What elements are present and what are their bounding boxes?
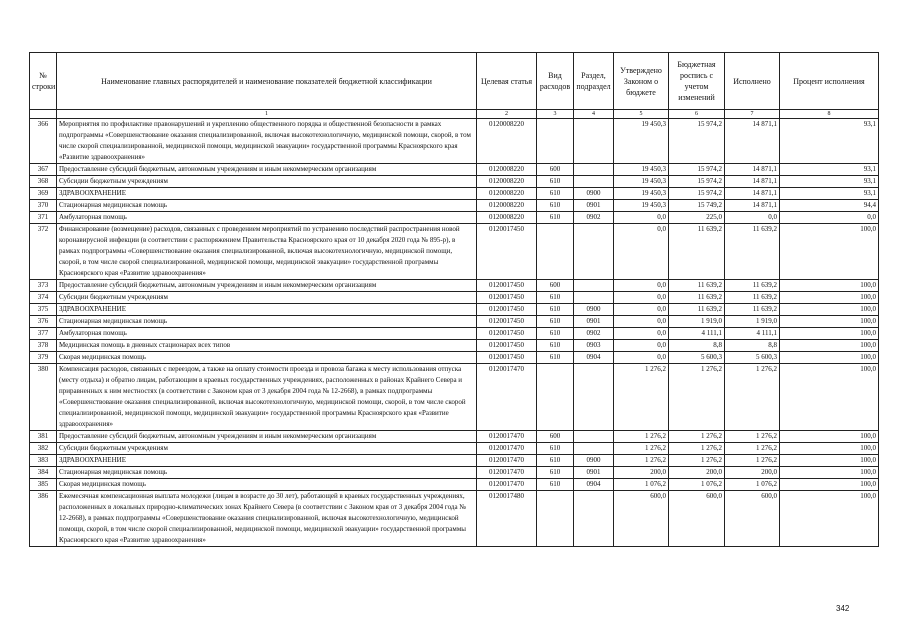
row-percent: 100,0: [780, 467, 879, 479]
row-executed: 1 276,2: [725, 443, 780, 455]
row-number: 366: [30, 119, 57, 164]
row-section: 0900: [574, 304, 614, 316]
row-budget: 15 974,2: [669, 188, 725, 200]
row-number: 367: [30, 164, 57, 176]
row-executed: 11 639,2: [725, 224, 780, 280]
row-name: Амбулаторная помощь: [57, 212, 477, 224]
table-row: [30, 176, 879, 188]
row-kind: 600: [537, 280, 574, 292]
table-row: [30, 328, 879, 340]
row-name: Скорая медицинская помощь: [57, 479, 477, 491]
row-kind: 610: [537, 188, 574, 200]
row-kind: 600: [537, 431, 574, 443]
row-target: 0120017450: [477, 224, 537, 280]
row-budget: 5 600,3: [669, 352, 725, 364]
header-executed: Исполнено: [725, 53, 780, 110]
table-row: [30, 431, 879, 443]
row-number: 371: [30, 212, 57, 224]
row-number: 377: [30, 328, 57, 340]
row-section: [574, 491, 614, 547]
row-target: 0120017450: [477, 304, 537, 316]
row-target: 0120017480: [477, 491, 537, 547]
row-section: [574, 443, 614, 455]
row-approved: 1 276,2: [614, 443, 669, 455]
table-row: [30, 119, 879, 164]
row-section: 0901: [574, 316, 614, 328]
row-kind: [537, 119, 574, 164]
row-number: 380: [30, 364, 57, 431]
table-row: [30, 479, 879, 491]
row-budget: 15 974,2: [669, 164, 725, 176]
row-approved: 0,0: [614, 352, 669, 364]
row-target: 0120008220: [477, 119, 537, 164]
row-number: 375: [30, 304, 57, 316]
row-target: 0120017470: [477, 431, 537, 443]
row-approved: 0,0: [614, 328, 669, 340]
row-executed: 1 276,2: [725, 431, 780, 443]
row-section: 0902: [574, 212, 614, 224]
row-section: 0904: [574, 352, 614, 364]
row-kind: 610: [537, 443, 574, 455]
col-number: 8: [780, 110, 879, 119]
header-budget: Бюджетная роспись с учетом изменений: [669, 53, 725, 110]
row-target: 0120017470: [477, 467, 537, 479]
table-row: [30, 292, 879, 304]
row-number: 381: [30, 431, 57, 443]
col-number: [30, 110, 57, 119]
row-section: [574, 280, 614, 292]
row-kind: 610: [537, 328, 574, 340]
row-percent: 100,0: [780, 292, 879, 304]
table-row: [30, 364, 879, 431]
row-budget: 15 974,2: [669, 176, 725, 188]
row-number: 372: [30, 224, 57, 280]
row-percent: 100,0: [780, 479, 879, 491]
row-number: 368: [30, 176, 57, 188]
row-section: 0904: [574, 479, 614, 491]
row-budget: 1 276,2: [669, 364, 725, 431]
row-target: 0120008220: [477, 188, 537, 200]
table-row: [30, 224, 879, 280]
row-approved: 0,0: [614, 212, 669, 224]
row-percent: 0,0: [780, 212, 879, 224]
row-budget: 1 276,2: [669, 455, 725, 467]
row-name: Медицинская помощь в дневных стационарах всех типов: [57, 340, 477, 352]
col-number: 4: [574, 110, 614, 119]
row-name: Стационарная медицинская помощь: [57, 316, 477, 328]
row-budget: 600,0: [669, 491, 725, 547]
row-number: 384: [30, 467, 57, 479]
row-budget: 11 639,2: [669, 304, 725, 316]
budget-execution-table: [29, 52, 879, 547]
col-number: 1: [57, 110, 477, 119]
row-budget: 1 076,2: [669, 479, 725, 491]
col-number: 6: [669, 110, 725, 119]
row-approved: 1 276,2: [614, 364, 669, 431]
row-target: 0120017450: [477, 352, 537, 364]
row-kind: 610: [537, 340, 574, 352]
table-row: [30, 188, 879, 200]
header-percent: Процент исполнения: [780, 53, 879, 110]
row-budget: 1 276,2: [669, 431, 725, 443]
row-kind: 610: [537, 467, 574, 479]
row-name: Стационарная медицинская помощь: [57, 467, 477, 479]
table-row: [30, 212, 879, 224]
row-percent: 100,0: [780, 491, 879, 547]
row-budget: 11 639,2: [669, 280, 725, 292]
row-executed: 1 076,2: [725, 479, 780, 491]
row-number: 382: [30, 443, 57, 455]
table-row: [30, 455, 879, 467]
row-executed: 11 639,2: [725, 304, 780, 316]
row-budget: 1 919,0: [669, 316, 725, 328]
row-budget: 4 111,1: [669, 328, 725, 340]
row-approved: 1 076,2: [614, 479, 669, 491]
row-percent: 100,0: [780, 316, 879, 328]
row-section: 0901: [574, 467, 614, 479]
row-target: 0120017450: [477, 292, 537, 304]
row-budget: 11 639,2: [669, 224, 725, 280]
row-approved: 0,0: [614, 340, 669, 352]
header-approved: Утверждено Законом о бюджете: [614, 53, 669, 110]
row-percent: 93,1: [780, 164, 879, 176]
header-target: Целевая статья: [477, 53, 537, 110]
row-kind: [537, 364, 574, 431]
row-executed: 8,8: [725, 340, 780, 352]
row-target: 0120017450: [477, 280, 537, 292]
col-number: 2: [477, 110, 537, 119]
row-kind: 610: [537, 176, 574, 188]
row-executed: 14 871,1: [725, 200, 780, 212]
row-name: Субсидии бюджетным учреждениям: [57, 176, 477, 188]
row-percent: 100,0: [780, 455, 879, 467]
row-number: 383: [30, 455, 57, 467]
row-target: 0120008220: [477, 212, 537, 224]
row-approved: 1 276,2: [614, 431, 669, 443]
row-executed: 14 871,1: [725, 188, 780, 200]
row-percent: 100,0: [780, 304, 879, 316]
row-budget: 1 276,2: [669, 443, 725, 455]
table-row: [30, 280, 879, 292]
row-approved: 19 450,3: [614, 188, 669, 200]
row-number: 378: [30, 340, 57, 352]
row-percent: 100,0: [780, 431, 879, 443]
row-target: 0120008220: [477, 164, 537, 176]
row-percent: 100,0: [780, 280, 879, 292]
row-name: Субсидии бюджетным учреждениям: [57, 443, 477, 455]
row-name: Финансирование (возмещение) расходов, связанных с проведением мероприятий по устранению последствий распространения новой коронавирусной инфекции (в соответствии с распоряжением Правительства Красноярского края от 10 декабря 2020 года № 895-р), в рамках подпрограммы «Совершенствование оказания специализированной, включая высокотехнологичную, медицинской помощи, скорой, в том числе скорой специализированной, медицинской помощи, медицинской эвакуации» государственной программы Красноярского края «Развитие здравоохранения»: [57, 224, 477, 280]
row-executed: 200,0: [725, 467, 780, 479]
row-section: [574, 164, 614, 176]
header-kind: Вид расходов: [537, 53, 574, 110]
row-approved: 1 276,2: [614, 455, 669, 467]
row-budget: 15 749,2: [669, 200, 725, 212]
row-name: Стационарная медицинская помощь: [57, 200, 477, 212]
row-name: Субсидии бюджетным учреждениям: [57, 292, 477, 304]
row-number: 385: [30, 479, 57, 491]
row-approved: 0,0: [614, 316, 669, 328]
row-approved: 0,0: [614, 304, 669, 316]
row-target: 0120017470: [477, 479, 537, 491]
row-approved: 19 450,3: [614, 176, 669, 188]
row-executed: 11 639,2: [725, 280, 780, 292]
table-row: [30, 164, 879, 176]
row-name: Компенсация расходов, связанных с переездом, а также на оплату стоимости проезда и провоза багажа к месту использования отпуска (месту отдыха) и обратно лицам, работающим в краевых государственных учреждениях, расположенных в районах Крайнего Севера и приравненных к ним местностях (в соответствии с Законом края от 3 декабря 2004 года № 12-2668), в рамках подпрограммы «Совершенствование оказания специализированной, включая высокотехнологичную, медицинской помощи, скорой, в том числе скорой специализированной, медицинской помощи, медицинской эвакуации» государственной программы Красноярского края «Развитие здравоохранения»: [57, 364, 477, 431]
row-section: 0900: [574, 455, 614, 467]
row-executed: 14 871,1: [725, 164, 780, 176]
col-number: 5: [614, 110, 669, 119]
row-section: 0901: [574, 200, 614, 212]
column-numbers-row: [30, 110, 879, 119]
table-header-row: [30, 53, 879, 110]
row-name: ЗДРАВООХРАНЕНИЕ: [57, 455, 477, 467]
row-budget: 11 639,2: [669, 292, 725, 304]
row-name: Предоставление субсидий бюджетным, автономным учреждениям и иным некоммерческим организациям: [57, 280, 477, 292]
row-section: [574, 224, 614, 280]
row-percent: 93,1: [780, 176, 879, 188]
row-target: 0120017470: [477, 364, 537, 431]
row-target: 0120008220: [477, 200, 537, 212]
row-percent: 100,0: [780, 328, 879, 340]
row-section: [574, 431, 614, 443]
row-executed: 1 276,2: [725, 455, 780, 467]
row-approved: 0,0: [614, 280, 669, 292]
row-target: 0120017450: [477, 328, 537, 340]
row-percent: 94,4: [780, 200, 879, 212]
row-kind: 610: [537, 200, 574, 212]
row-percent: 100,0: [780, 443, 879, 455]
row-name: Ежемесячная компенсационная выплата молодежи (лицам в возрасте до 30 лет), работающей в краевых государственных учреждениях, расположенных в локальных природно-климатических зонах Крайнего Севера (в соответствии с Законом края от 3 декабря 2004 года № 12-2668), в рамках подпрограммы «Совершенствование оказания специализированной, включая высокотехнологичную, медицинской помощи, скорой, в том числе скорой специализированной, медицинской помощи, медицинской эвакуации» государственной программы Красноярского края «Развитие здравоохранения»: [57, 491, 477, 547]
row-kind: 610: [537, 304, 574, 316]
row-section: [574, 176, 614, 188]
row-executed: 0,0: [725, 212, 780, 224]
row-budget: 15 974,2: [669, 119, 725, 164]
table-row: [30, 352, 879, 364]
row-number: 379: [30, 352, 57, 364]
row-percent: 100,0: [780, 364, 879, 431]
row-percent: 100,0: [780, 224, 879, 280]
row-executed: 4 111,1: [725, 328, 780, 340]
row-percent: 93,1: [780, 119, 879, 164]
row-percent: 93,1: [780, 188, 879, 200]
row-executed: 1 919,0: [725, 316, 780, 328]
row-section: 0902: [574, 328, 614, 340]
row-target: 0120008220: [477, 176, 537, 188]
header-section: Раздел, подраздел: [574, 53, 614, 110]
row-name: ЗДРАВООХРАНЕНИЕ: [57, 188, 477, 200]
row-section: 0903: [574, 340, 614, 352]
row-section: [574, 119, 614, 164]
row-number: 373: [30, 280, 57, 292]
row-section: 0900: [574, 188, 614, 200]
row-approved: 19 450,3: [614, 164, 669, 176]
row-name: Мероприятия по профилактике правонарушений и укреплению общественного порядка и общественной безопасности в рамках подпрограммы «Совершенствование оказания специализированной, включая высокотехнологичную, медицинской помощи, скорой, в том числе скорой специализированной, медицинской помощи, медицинской эвакуации» государственной программы Красноярского края «Развитие здравоохранения»: [57, 119, 477, 164]
row-name: Предоставление субсидий бюджетным, автономным учреждениям и иным некоммерческим организациям: [57, 431, 477, 443]
table-row: [30, 491, 879, 547]
row-name: Скорая медицинская помощь: [57, 352, 477, 364]
header-row-no: № строки: [30, 53, 57, 110]
row-target: 0120017450: [477, 340, 537, 352]
row-budget: 200,0: [669, 467, 725, 479]
row-kind: 610: [537, 352, 574, 364]
row-name: ЗДРАВООХРАНЕНИЕ: [57, 304, 477, 316]
table-row: [30, 304, 879, 316]
table-row: [30, 316, 879, 328]
row-approved: 19 450,3: [614, 200, 669, 212]
row-executed: 14 871,1: [725, 176, 780, 188]
row-section: [574, 364, 614, 431]
row-percent: 100,0: [780, 352, 879, 364]
row-name: Предоставление субсидий бюджетным, автономным учреждениям и иным некоммерческим организациям: [57, 164, 477, 176]
row-number: 369: [30, 188, 57, 200]
row-approved: 0,0: [614, 224, 669, 280]
row-number: 374: [30, 292, 57, 304]
row-target: 0120017450: [477, 316, 537, 328]
row-kind: 600: [537, 164, 574, 176]
row-budget: 8,8: [669, 340, 725, 352]
row-kind: [537, 224, 574, 280]
row-approved: 600,0: [614, 491, 669, 547]
row-section: [574, 292, 614, 304]
col-number: 3: [537, 110, 574, 119]
row-approved: 0,0: [614, 292, 669, 304]
row-executed: 14 871,1: [725, 119, 780, 164]
table-row: [30, 200, 879, 212]
table-row: [30, 340, 879, 352]
row-kind: 610: [537, 316, 574, 328]
row-kind: 610: [537, 479, 574, 491]
row-executed: 1 276,2: [725, 364, 780, 431]
row-number: 386: [30, 491, 57, 547]
header-name: Наименование главных распорядителей и наименование показателей бюджетной классификации: [57, 53, 477, 110]
row-percent: 100,0: [780, 340, 879, 352]
table-row: [30, 443, 879, 455]
row-budget: 225,0: [669, 212, 725, 224]
row-kind: 610: [537, 455, 574, 467]
table-row: [30, 467, 879, 479]
row-executed: 600,0: [725, 491, 780, 547]
row-executed: 5 600,3: [725, 352, 780, 364]
row-number: 376: [30, 316, 57, 328]
row-approved: 19 450,3: [614, 119, 669, 164]
row-approved: 200,0: [614, 467, 669, 479]
row-target: 0120017470: [477, 455, 537, 467]
page-number: 342: [836, 604, 850, 613]
row-kind: 610: [537, 212, 574, 224]
row-executed: 11 639,2: [725, 292, 780, 304]
row-kind: 610: [537, 292, 574, 304]
row-number: 370: [30, 200, 57, 212]
row-target: 0120017470: [477, 443, 537, 455]
row-kind: [537, 491, 574, 547]
row-name: Амбулаторная помощь: [57, 328, 477, 340]
col-number: 7: [725, 110, 780, 119]
